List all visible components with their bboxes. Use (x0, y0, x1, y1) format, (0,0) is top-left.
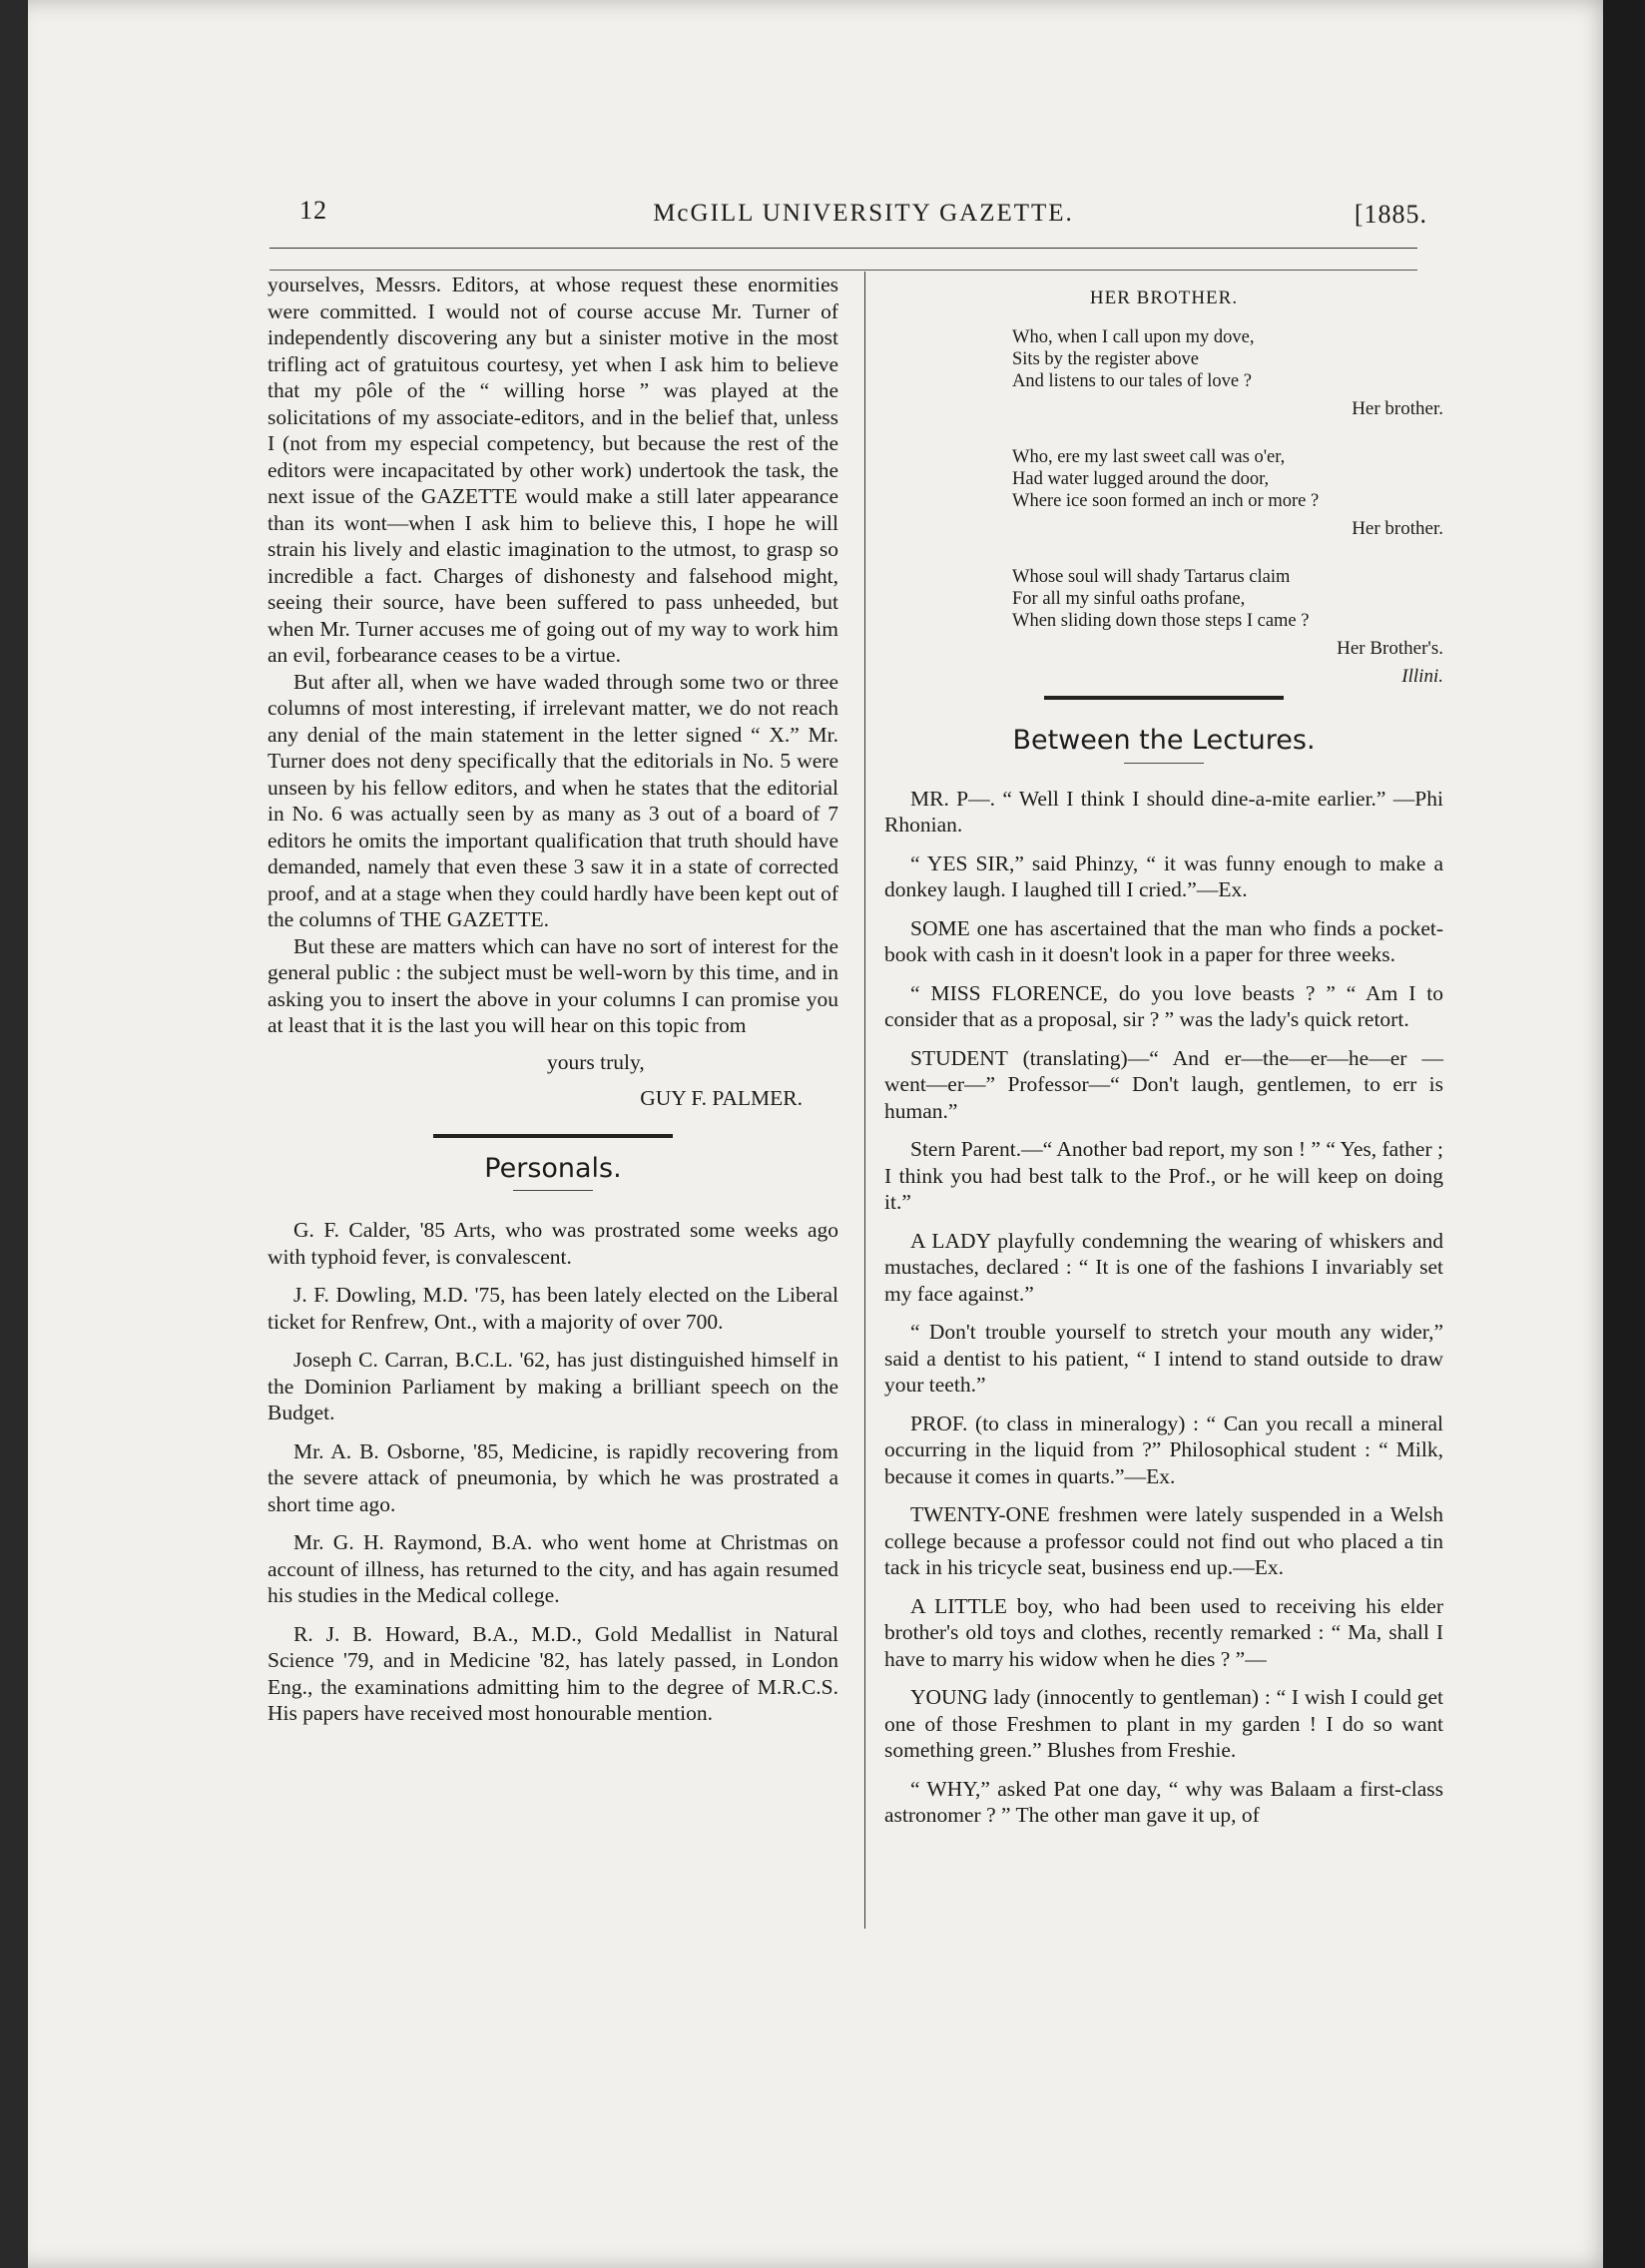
poem-line: And listens to our tales of love ? (1012, 370, 1252, 391)
publication-title: McGILL UNIVERSITY GAZETTE. (653, 200, 1074, 227)
personal-item: Joseph C. Carran, B.C.L. '62, has just distinguished himself in the Dominion Parliament by making a brilliant speech on the Budget. (268, 1348, 838, 1424)
letter-paragraph: But after all, when we have waded through some two or three columns of most interesting, if irrelevant matter, we do not reach any denial of the main statement in the letter signed “ X.” Mr. Turner does not deny specifically that the editorials in No. 5 were unseen by his fellow editors, and when he states that the editorial in No. 6 was actually seen by as many as 3 out of a board of 7 editors he omits the important qualification that truth should have demanded, namely that even these 3 saw it in a state of corrected proof, and at a stage when they could hardly have been kept out of the columns of THE GAZETTE. (268, 669, 838, 931)
joke-item: “ MISS FLORENCE, do you love beasts ? ” “ Am I to consider that as a proposal, sir ? ” was the lady's quick retort. (884, 980, 1443, 1031)
poem-line: Sits by the register above (1012, 348, 1200, 369)
poem-stanza (884, 326, 1443, 420)
personal-item: Mr. A. B. Osborne, '85, Medicine, is rapidly recovering from the severe attack of pneumonia, by which he was prostrated a short time ago. (268, 1438, 838, 1516)
issue-year: [1885. (1354, 200, 1427, 229)
letter-paragraph: But these are matters which can have no sort of interest for the general public : the subject must be well-worn by this time, and in asking you to insert the above in your columns I can promise you at least that it is the last you will hear on this topic from (268, 933, 838, 1037)
heading-underline (513, 1190, 593, 1191)
joke-item: STUDENT (translating)—“ And er—the—er—he—er —went—er—” Professor—“ Don't laugh, gentlemen, to err is human.” (884, 1045, 1443, 1123)
letter-signature: GUY F. PALMER. (640, 1086, 803, 1110)
personal-item: G. F. Calder, '85 Arts, who was prostrated some weeks ago with typhoid fever, is convalescent. (268, 1218, 838, 1269)
poem-line: When sliding down those steps I came ? (1012, 610, 1310, 631)
poem-line: Had water lugged around the door, (1012, 468, 1270, 489)
personal-item: Mr. G. H. Raymond, B.A. who went home at Christmas on account of illness, has returned to the city, and has again resumed his studies in the Medical college. (268, 1530, 838, 1607)
poem-refrain: Her brother. (1352, 397, 1443, 419)
personals-heading: Personals. (484, 1152, 622, 1184)
left-column (268, 272, 838, 1727)
joke-item: “ WHY,” asked Pat one day, “ why was Balaam a first-class astronomer ? ” The other man gave it up, of (884, 1776, 1443, 1827)
right-column (884, 285, 1443, 1829)
joke-item: Stern Parent.—“ Another bad report, my son ! ” “ Yes, father ; I think you had best talk to the Prof., or he will keep on doing it.” (884, 1137, 1443, 1214)
page-number: 12 (299, 196, 327, 225)
joke-item: SOME one has ascertained that the man who finds a pocket-book with cash in it doesn't look in a paper for three weeks. (884, 915, 1443, 966)
letter-paragraph: yourselves, Messrs. Editors, at whose request these enormities were committed. I would not of course accuse Mr. Turner of independently discovering any but a sinister motive in the most trifling act of gratuitous courtesy, yet when I ask him to believe that my pôle of the “ willing horse ” was played at the solicitations of my associate-editors, and in the belief that, unless I (not from my especial competency, but because the rest of the editors were incapacitated by other work) undertook the task, the next issue of the GAZETTE would make a still later appearance than its wont—when I ask him to believe this, I hope he will strain his lively and elastic imagination to the utmost, to grasp so incredible a fact. Charges of dishonesty and falsehood might, seeing their source, have been suffered to pass unheeded, but when Mr. Turner accuses me of going out of my way to work him an evil, forbearance ceases to be a virtue. (268, 273, 838, 667)
heading-underline (1124, 763, 1204, 764)
header-rule (270, 248, 1417, 249)
poem-refrain: Her Brother's. (1337, 637, 1443, 659)
poem-line: Whose soul will shady Tartarus claim (1012, 566, 1291, 587)
poem-refrain: Her brother. (1352, 517, 1443, 539)
poem (884, 326, 1443, 660)
scan-edge (1603, 0, 1645, 2268)
header-rule-lower (270, 270, 1417, 271)
joke-item: A LADY playfully condemning the wearing of whiskers and mustaches, declared : “ It is one of the fashions I invariably set my face against.” (884, 1228, 1443, 1306)
poem-line: Who, ere my last sweet call was o'er, (1012, 446, 1286, 467)
poem-line: Where ice soon formed an inch or more ? (1012, 490, 1320, 511)
page-header (299, 196, 1427, 242)
joke-item: “ YES SIR,” said Phinzy, “ it was funny enough to make a donkey laugh. I laughed till I cried.”—Ex. (884, 850, 1443, 901)
joke-item: A LITTLE boy, who had been used to receiving his elder brother's old toys and clothes, recently remarked : “ Ma, shall I have to marry his widow when he dies ? ”— (884, 1593, 1443, 1671)
joke-item: PROF. (to class in mineralogy) : “ Can you recall a mineral occurring in the liquid from ?” Philosophical student : “ Milk, because it comes in quarts.”—Ex. (884, 1411, 1443, 1488)
joke-item: “ Don't trouble yourself to stretch your mouth any wider,” said a dentist to his patient, “ I intend to stand outside to draw your teeth.” (884, 1320, 1443, 1397)
poem-line: For all my sinful oaths profane, (1012, 588, 1246, 609)
section-rule (1044, 696, 1284, 700)
letter-closing: yours truly, (547, 1049, 645, 1074)
personal-item: R. J. B. Howard, B.A., M.D., Gold Medallist in Natural Science '79, and in Medicine '82, has lately passed, in London Eng., the examinations admitting him to the degree of M.R.C.S. His papers have received most honourable mention. (268, 1621, 838, 1725)
poem-title: HER BROTHER. (1089, 287, 1239, 308)
section-rule (433, 1134, 673, 1138)
poem-author: Illini. (1401, 665, 1443, 687)
poem-stanza (884, 566, 1443, 660)
joke-item: YOUNG lady (innocently to gentleman) : “ I wish I could get one of those Freshmen to plant in my garden ! I do so want something green.” Blushes from Freshie. (884, 1685, 1443, 1762)
joke-item: TWENTY-ONE freshmen were lately suspended in a Welsh college because a professor could not find out who placed a tin tack in his tricycle seat, business end up.—Ex. (884, 1502, 1443, 1579)
poem-stanza (884, 446, 1443, 540)
lectures-heading: Between the Lectures. (1012, 725, 1316, 756)
poem-line: Who, when I call upon my dove, (1012, 326, 1255, 347)
joke-item: MR. P—. “ Well I think I should dine-a-mite earlier.” —Phi Rhonian. (884, 786, 1443, 837)
personal-item: J. F. Dowling, M.D. '75, has been lately elected on the Liberal ticket for Renfrew, Ont., with a majority of over 700. (268, 1283, 838, 1334)
column-divider (864, 272, 865, 1929)
